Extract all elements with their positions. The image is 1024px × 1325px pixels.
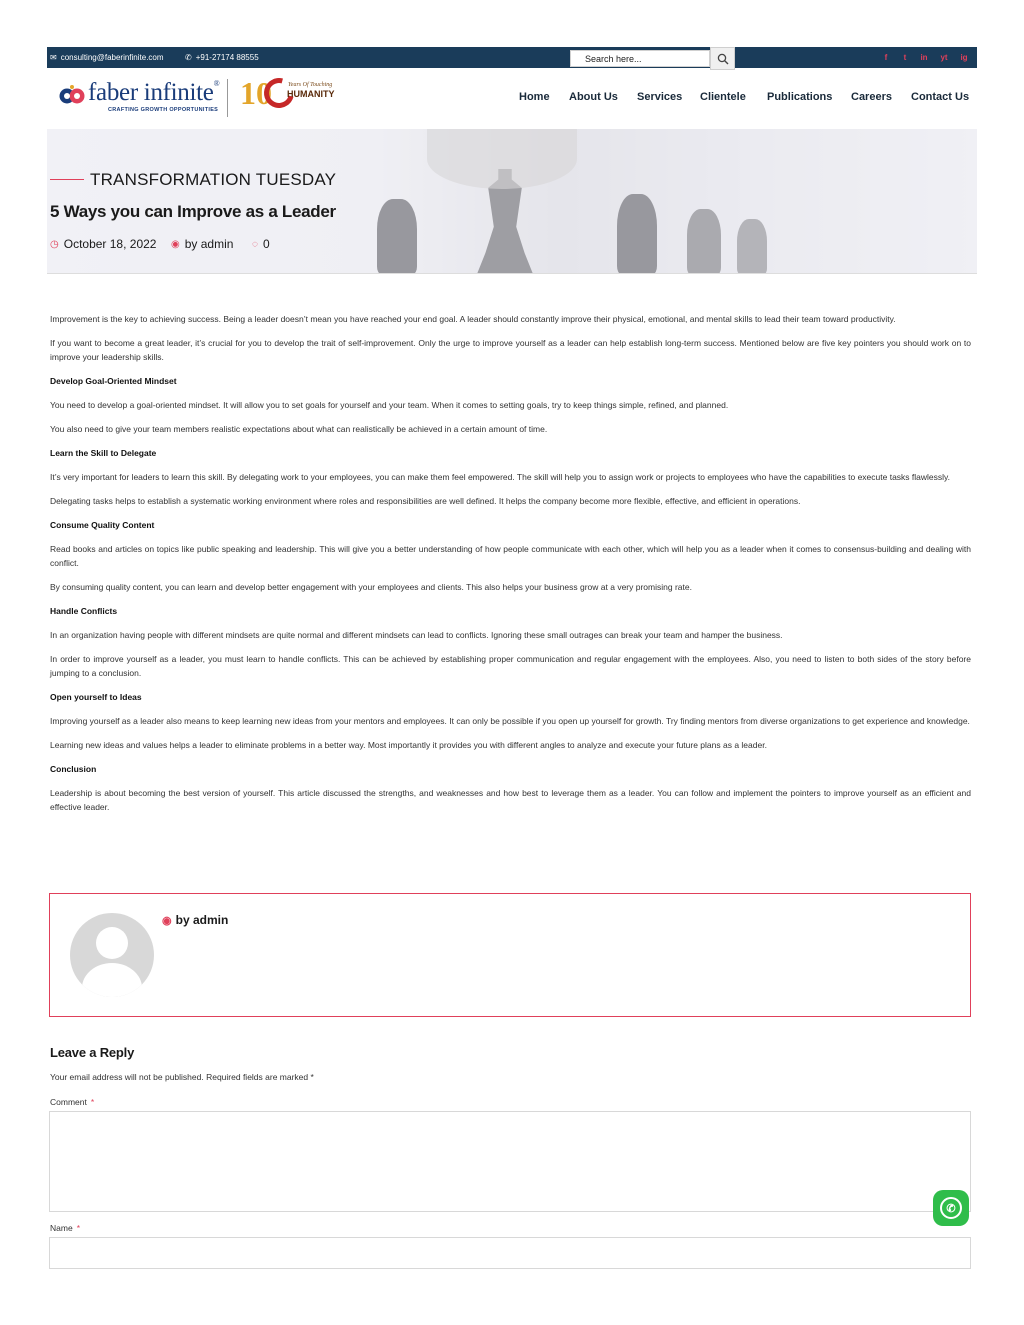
email-contact[interactable] xyxy=(50,47,164,68)
author-box xyxy=(49,893,971,1017)
avatar xyxy=(70,913,154,997)
name-input[interactable] xyxy=(49,1237,971,1269)
phone-text: +91-27174 88555 xyxy=(195,53,259,62)
post-category[interactable]: TRANSFORMATION TUESDAY xyxy=(90,170,337,189)
clock-icon: ◷ xyxy=(50,238,59,250)
twitter-icon[interactable]: t xyxy=(903,53,907,62)
comment-label xyxy=(50,1097,94,1107)
search-placeholder: Search here... xyxy=(585,54,642,64)
article-paragraph: By consuming quality content, you can learn and develop better engagement with your employees and clients. This also helps your business grow at a very promising rate. xyxy=(50,582,692,592)
ten-years-subtitle: Years Of Touching xyxy=(288,82,333,88)
instagram-icon[interactable]: ig xyxy=(960,53,968,62)
article-paragraph: In an organization having people with different mindsets are quite normal and different mindsets can lead to conflicts. Ignoring these small outrages can break your team and hamper the business. xyxy=(50,630,783,640)
registered-mark: ® xyxy=(213,79,220,88)
facebook-icon[interactable]: f xyxy=(884,53,888,62)
logo-divider xyxy=(227,79,228,117)
article-paragraph: Learning new ideas and values helps a leader to eliminate problems in a better way. Most importantly it provides you with different angles to analyze and execute your future plans as a leader. xyxy=(50,740,767,750)
article-subheading: Consume Quality Content xyxy=(50,520,155,530)
article-subheading: Develop Goal-Oriented Mindset xyxy=(50,376,177,386)
avatar-head xyxy=(96,927,128,959)
search-icon xyxy=(717,53,729,65)
ten-years-humanity: HUMANITY xyxy=(287,89,335,99)
author-name-text: by admin xyxy=(175,913,229,927)
linkedin-icon[interactable]: in xyxy=(920,53,928,62)
article-paragraph: You also need to give your team members realistic expectations about what can realistically be achieved in a certain amount of time. xyxy=(50,424,548,434)
name-label xyxy=(50,1223,80,1233)
whatsapp-icon: ✆ xyxy=(940,1197,962,1219)
required-mark: * xyxy=(76,1223,80,1233)
youtube-icon[interactable]: yt xyxy=(940,53,948,62)
reply-note: Your email address will not be published. Required fields are marked * xyxy=(50,1072,314,1082)
nav-publications[interactable]: Publications xyxy=(767,91,833,103)
article-paragraph: Leadership is about becoming the best version of yourself. This article discussed the strengths, and weaknesses and how best to leverage them as a leader. You can follow and implement the pointers to improve yourself as an efficient and effective leader. xyxy=(50,788,971,812)
category-line xyxy=(50,179,84,180)
article-paragraph: Improving yourself as a leader also means to keep learning new ideas from your mentors and employees. It can only be possible if you open up yourself for growth. Try finding mentors from diverse organizations to get experience and knowledge. xyxy=(50,716,970,726)
ten-years-logo xyxy=(240,74,345,112)
article-paragraph: If you want to become a great leader, it’s crucial for you to develop the trait of self-improvement. Only the urge to improve yourself as a leader can help establish long-term success. Mentioned below are five key pointers you should work on to improve your leadership skills. xyxy=(50,338,971,362)
article-subheading: Open yourself to Ideas xyxy=(50,692,142,702)
article-paragraph: You need to develop a goal-oriented mindset. It will allow you to set goals for yourself and your team. When it comes to setting goals, try to keep things simple, refined, and planned. xyxy=(50,400,729,410)
hero-banner xyxy=(47,129,977,274)
phone-contact[interactable] xyxy=(185,47,259,68)
nav-home[interactable]: Home xyxy=(519,91,550,103)
post-title: 5 Ways you can Improve as a Leader xyxy=(50,202,336,221)
article-paragraph: It’s very important for leaders to learn this skill. By delegating work to your employees, you can make them feel empowered. The skill will help you to assign work or projects to employees who have the capabilities to execute tasks flawlessly. xyxy=(50,472,951,482)
ten-years-number: 10 xyxy=(240,75,272,111)
top-bar xyxy=(47,47,977,68)
article-subheading: Handle Conflicts xyxy=(50,606,118,616)
post-comments[interactable] xyxy=(252,237,270,251)
nav-about-us[interactable]: About Us xyxy=(569,91,618,103)
article-body xyxy=(50,312,971,824)
infinity-logo-icon xyxy=(58,83,86,109)
logo-tagline: CRAFTING GROWTH OPPORTUNITIES xyxy=(108,107,219,113)
search-button[interactable] xyxy=(710,47,735,70)
nav-services[interactable]: Services xyxy=(637,91,683,103)
whatsapp-button[interactable] xyxy=(933,1190,969,1226)
nav-careers[interactable]: Careers xyxy=(851,91,892,103)
article-paragraph: Read books and articles on topics like public speaking and leadership. This will give you a better understanding of how people communicate with each other, which will help you as a leader when it comes to consensus-building and dealing with conflict. xyxy=(50,544,971,568)
article-paragraph: Delegating tasks helps to establish a systematic working environment where roles and responsibilities are well defined. It helps the company become more flexible, effective, and efficient in operations. xyxy=(50,496,801,506)
email-text: consulting@faberinfinite.com xyxy=(60,53,164,62)
avatar-body xyxy=(82,963,142,997)
post-author[interactable] xyxy=(171,237,233,251)
author-name-link[interactable] xyxy=(162,913,228,927)
hero-overlay xyxy=(47,129,977,273)
article-subheading: Conclusion xyxy=(50,764,97,774)
search-input[interactable] xyxy=(570,50,710,67)
nav-contact-us[interactable]: Contact Us xyxy=(911,91,970,103)
post-date xyxy=(50,237,156,251)
post-date-text: October 18, 2022 xyxy=(63,237,157,251)
logo-name xyxy=(88,79,219,107)
article-subheading: Learn the Skill to Delegate xyxy=(50,448,157,458)
user-icon: ◉ xyxy=(171,238,180,250)
comment-label-text: Comment xyxy=(50,1097,87,1107)
envelope-icon: ✉ xyxy=(50,53,57,62)
phone-icon: ✆ xyxy=(185,53,192,62)
nav-clientele[interactable]: Clientele xyxy=(700,91,746,103)
user-icon: ◉ xyxy=(162,914,172,927)
post-comments-count: 0 xyxy=(262,237,270,251)
logo-name-text: faber infinite xyxy=(88,79,214,106)
comment-icon: ◌ xyxy=(252,238,258,250)
comment-textarea[interactable] xyxy=(49,1111,971,1212)
required-mark: * xyxy=(90,1097,95,1107)
reply-title: Leave a Reply xyxy=(50,1045,135,1060)
article-paragraph: In order to improve yourself as a leader, you must learn to handle conflicts. This can be achieved by establishing proper communication and regular engagement with the employees. Also, you need to listen to both sides of the story before jumping to a conclusion. xyxy=(50,654,971,678)
post-author-text: by admin xyxy=(184,237,234,251)
name-label-text: Name xyxy=(50,1223,73,1233)
article-paragraph: Improvement is the key to achieving success. Being a leader doesn’t mean you have reached your end goal. A leader should constantly improve their physical, emotional, and mental skills to lead their team toward productivity. xyxy=(50,314,896,324)
